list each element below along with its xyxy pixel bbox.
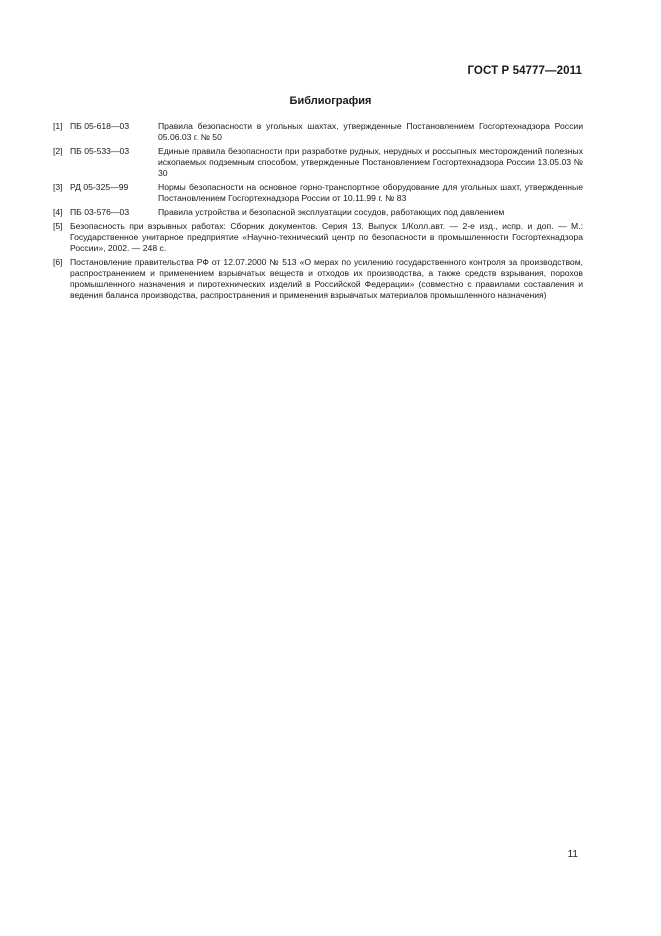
bibliography-title: Библиография bbox=[289, 95, 372, 107]
reference-code: РД 05-325—99 bbox=[70, 182, 129, 193]
reference-text: Нормы безопасности на основное горно-транспортное оборудование для угольных шахт, утвержденные Постановлением Госгортехнадзора России от 10.11.99 г. № 83 bbox=[158, 182, 583, 204]
reference-text: Правила устройства и безопасной эксплуатации сосудов, работающих под давлением bbox=[158, 206, 505, 217]
reference-code: ПБ 05-533—03 bbox=[70, 145, 130, 156]
reference-entry-6 bbox=[53, 257, 583, 302]
reference-entry-4 bbox=[53, 207, 583, 218]
bibliography-list bbox=[53, 121, 583, 304]
reference-text: Постановление правительства РФ от 12.07.2000 № 513 «О мерах по усилению государственного контроля за производством, распространением и применением взрывчатых веществ и отходов их производства, а также средств взрывания, порохов промышленного назначения и пиротехнических изделий в Российской Федерации» (совместно с правилами составления и ведения баланса производства, распространения и применения взрывчатых материалов промышленного назначения) bbox=[70, 256, 583, 301]
reference-number: [3] bbox=[53, 182, 63, 193]
reference-number: [1] bbox=[53, 121, 63, 131]
reference-entry-3 bbox=[53, 182, 583, 204]
reference-entry-1 bbox=[53, 121, 583, 143]
reference-code: ПБ 05-618—03 bbox=[70, 121, 130, 131]
page-number: 11 bbox=[567, 849, 578, 860]
document-code: ГОСТ Р 54777—2011 bbox=[467, 65, 582, 77]
reference-entry-2 bbox=[53, 146, 583, 180]
reference-text: Безопасность при взрывных работах: Сборник документов. Серия 13. Выпуск 1/Колл.авт. — 2-е изд., испр. и доп. — М.: Государственное унитарное предприятие «Научно-технический центр по безопасности в промышленности Госгортехнадзора России», 2002. — 248 с. bbox=[70, 220, 583, 254]
reference-text: Правила безопасности в угольных шахтах, утвержденные Постановлением Госгортехнадзора России 05.06.03 г. № 50 bbox=[158, 121, 583, 143]
reference-number: [6] bbox=[53, 256, 63, 267]
reference-code: ПБ 03-576—03 bbox=[70, 206, 130, 217]
reference-number: [2] bbox=[53, 145, 63, 156]
reference-entry-5 bbox=[53, 221, 583, 255]
reference-text: Единые правила безопасности при разработке рудных, нерудных и россыпных месторождений полезных ископаемых подземным способом, утвержденные Постановлением Госгортехнадзора России 13.05.03 № 30 bbox=[158, 145, 583, 179]
reference-number: [4] bbox=[53, 206, 63, 217]
reference-number: [5] bbox=[53, 220, 63, 231]
